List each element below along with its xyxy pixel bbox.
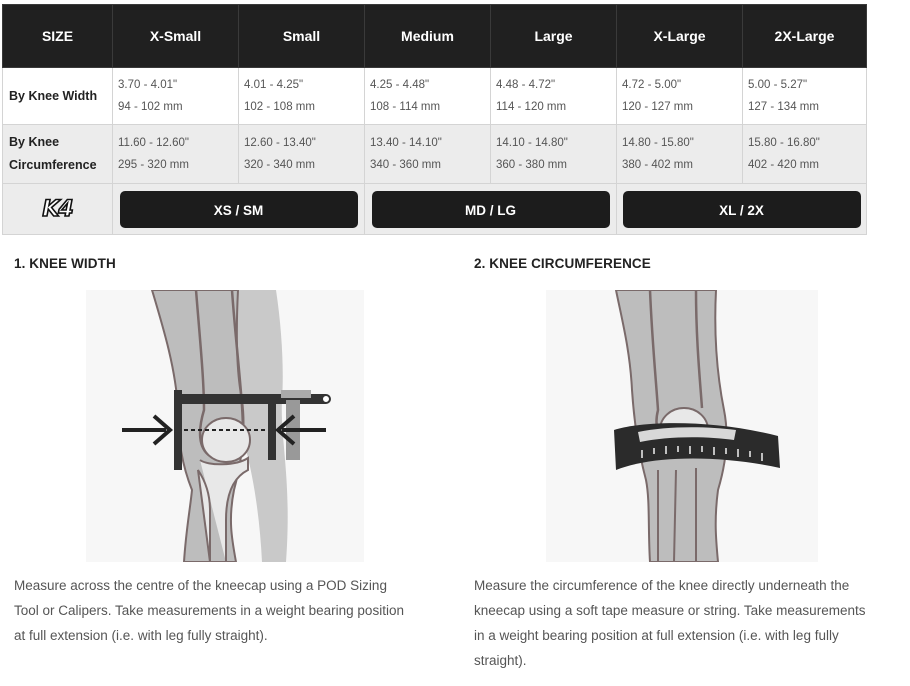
table-cell [239,68,365,125]
cell-inches: 14.80 - 15.80" [622,137,694,149]
knee-circumference-heading: 2. KNEE CIRCUMFERENCE [474,256,651,271]
k4-size-cell [113,184,365,235]
description-line: Measure the circumference of the knee directly underneath the [474,578,850,593]
cell-mm: 114 - 120 mm [496,101,567,113]
table-cell [491,68,617,125]
cell-mm: 320 - 340 mm [244,159,315,171]
table-cell [113,125,239,184]
table-cell [617,125,743,184]
cell-inches: 15.80 - 16.80" [748,137,820,149]
description-line: in a weight bearing position at full extension (i.e. with leg fully [474,628,839,643]
cell-mm: 402 - 420 mm [748,159,819,171]
knee-width-heading: 1. KNEE WIDTH [14,256,116,271]
k4-size-cell [617,184,867,235]
cell-inches: 4.48 - 4.72" [496,79,556,91]
header-large: Large [491,5,617,68]
knee-circumference-label [3,125,113,184]
cell-mm: 127 - 134 mm [748,101,819,113]
cell-mm: 108 - 114 mm [370,101,441,113]
description-line: straight). [474,653,527,668]
k4-size-cell [365,184,617,235]
knee-circumference-description [474,573,865,673]
cell-inches: 13.40 - 14.10" [370,137,442,149]
knee-width-row [3,68,867,125]
label-line-1: By Knee [9,135,60,149]
header-medium: Medium [365,5,491,68]
cell-inches: 4.72 - 5.00" [622,79,682,91]
k4-size-xl-2x-button[interactable]: XL / 2X [623,191,861,228]
cell-inches: 12.60 - 13.40" [244,137,316,149]
table-header-row [3,5,867,68]
k4-logo: K4 [42,196,73,222]
table-cell [365,125,491,184]
table-cell [239,125,365,184]
table-cell [617,68,743,125]
description-line: Tool or Calipers. Take measurements in a weight bearing position [14,603,404,618]
description-line: kneecap using a soft tape measure or string. Take measurements [474,603,866,618]
cell-inches: 14.10 - 14.80" [496,137,568,149]
cell-mm: 340 - 360 mm [370,159,441,171]
cell-inches: 4.25 - 4.48" [370,79,430,91]
header-small: Small [239,5,365,68]
header-x-small: X-Small [113,5,239,68]
k4-size-row [3,184,867,235]
knee-width-label: By Knee Width [3,68,113,125]
header-2x-large: 2X-Large [743,5,867,68]
cell-inches: 4.01 - 4.25" [244,79,304,91]
table-cell [365,68,491,125]
cell-inches: 5.00 - 5.27" [748,79,808,91]
cell-mm: 102 - 108 mm [244,101,315,113]
header-size: SIZE [3,5,113,68]
table-cell [743,68,867,125]
table-cell [113,68,239,125]
table-cell [491,125,617,184]
cell-inches: 3.70 - 4.01" [118,79,178,91]
knee-circumference-illustration [546,290,818,562]
knee-width-description [14,573,404,648]
description-line: Measure across the centre of the kneecap using a POD Sizing [14,578,387,593]
knee-circumference-row [3,125,867,184]
cell-mm: 380 - 402 mm [622,159,693,171]
description-line: at full extension (i.e. with leg fully straight). [14,628,268,643]
k4-size-xs-sm-button[interactable]: XS / SM [120,191,358,228]
k4-size-md-lg-button[interactable]: MD / LG [372,191,610,228]
k4-logo-cell [3,184,113,235]
cell-mm: 94 - 102 mm [118,101,183,113]
knee-width-illustration [86,290,364,562]
table-cell [743,125,867,184]
cell-mm: 120 - 127 mm [622,101,693,113]
label-line-2: Circumference [9,158,97,172]
header-x-large: X-Large [617,5,743,68]
cell-mm: 360 - 380 mm [496,159,567,171]
cell-mm: 295 - 320 mm [118,159,189,171]
size-chart-table [2,4,867,235]
cell-inches: 11.60 - 12.60" [118,137,190,149]
